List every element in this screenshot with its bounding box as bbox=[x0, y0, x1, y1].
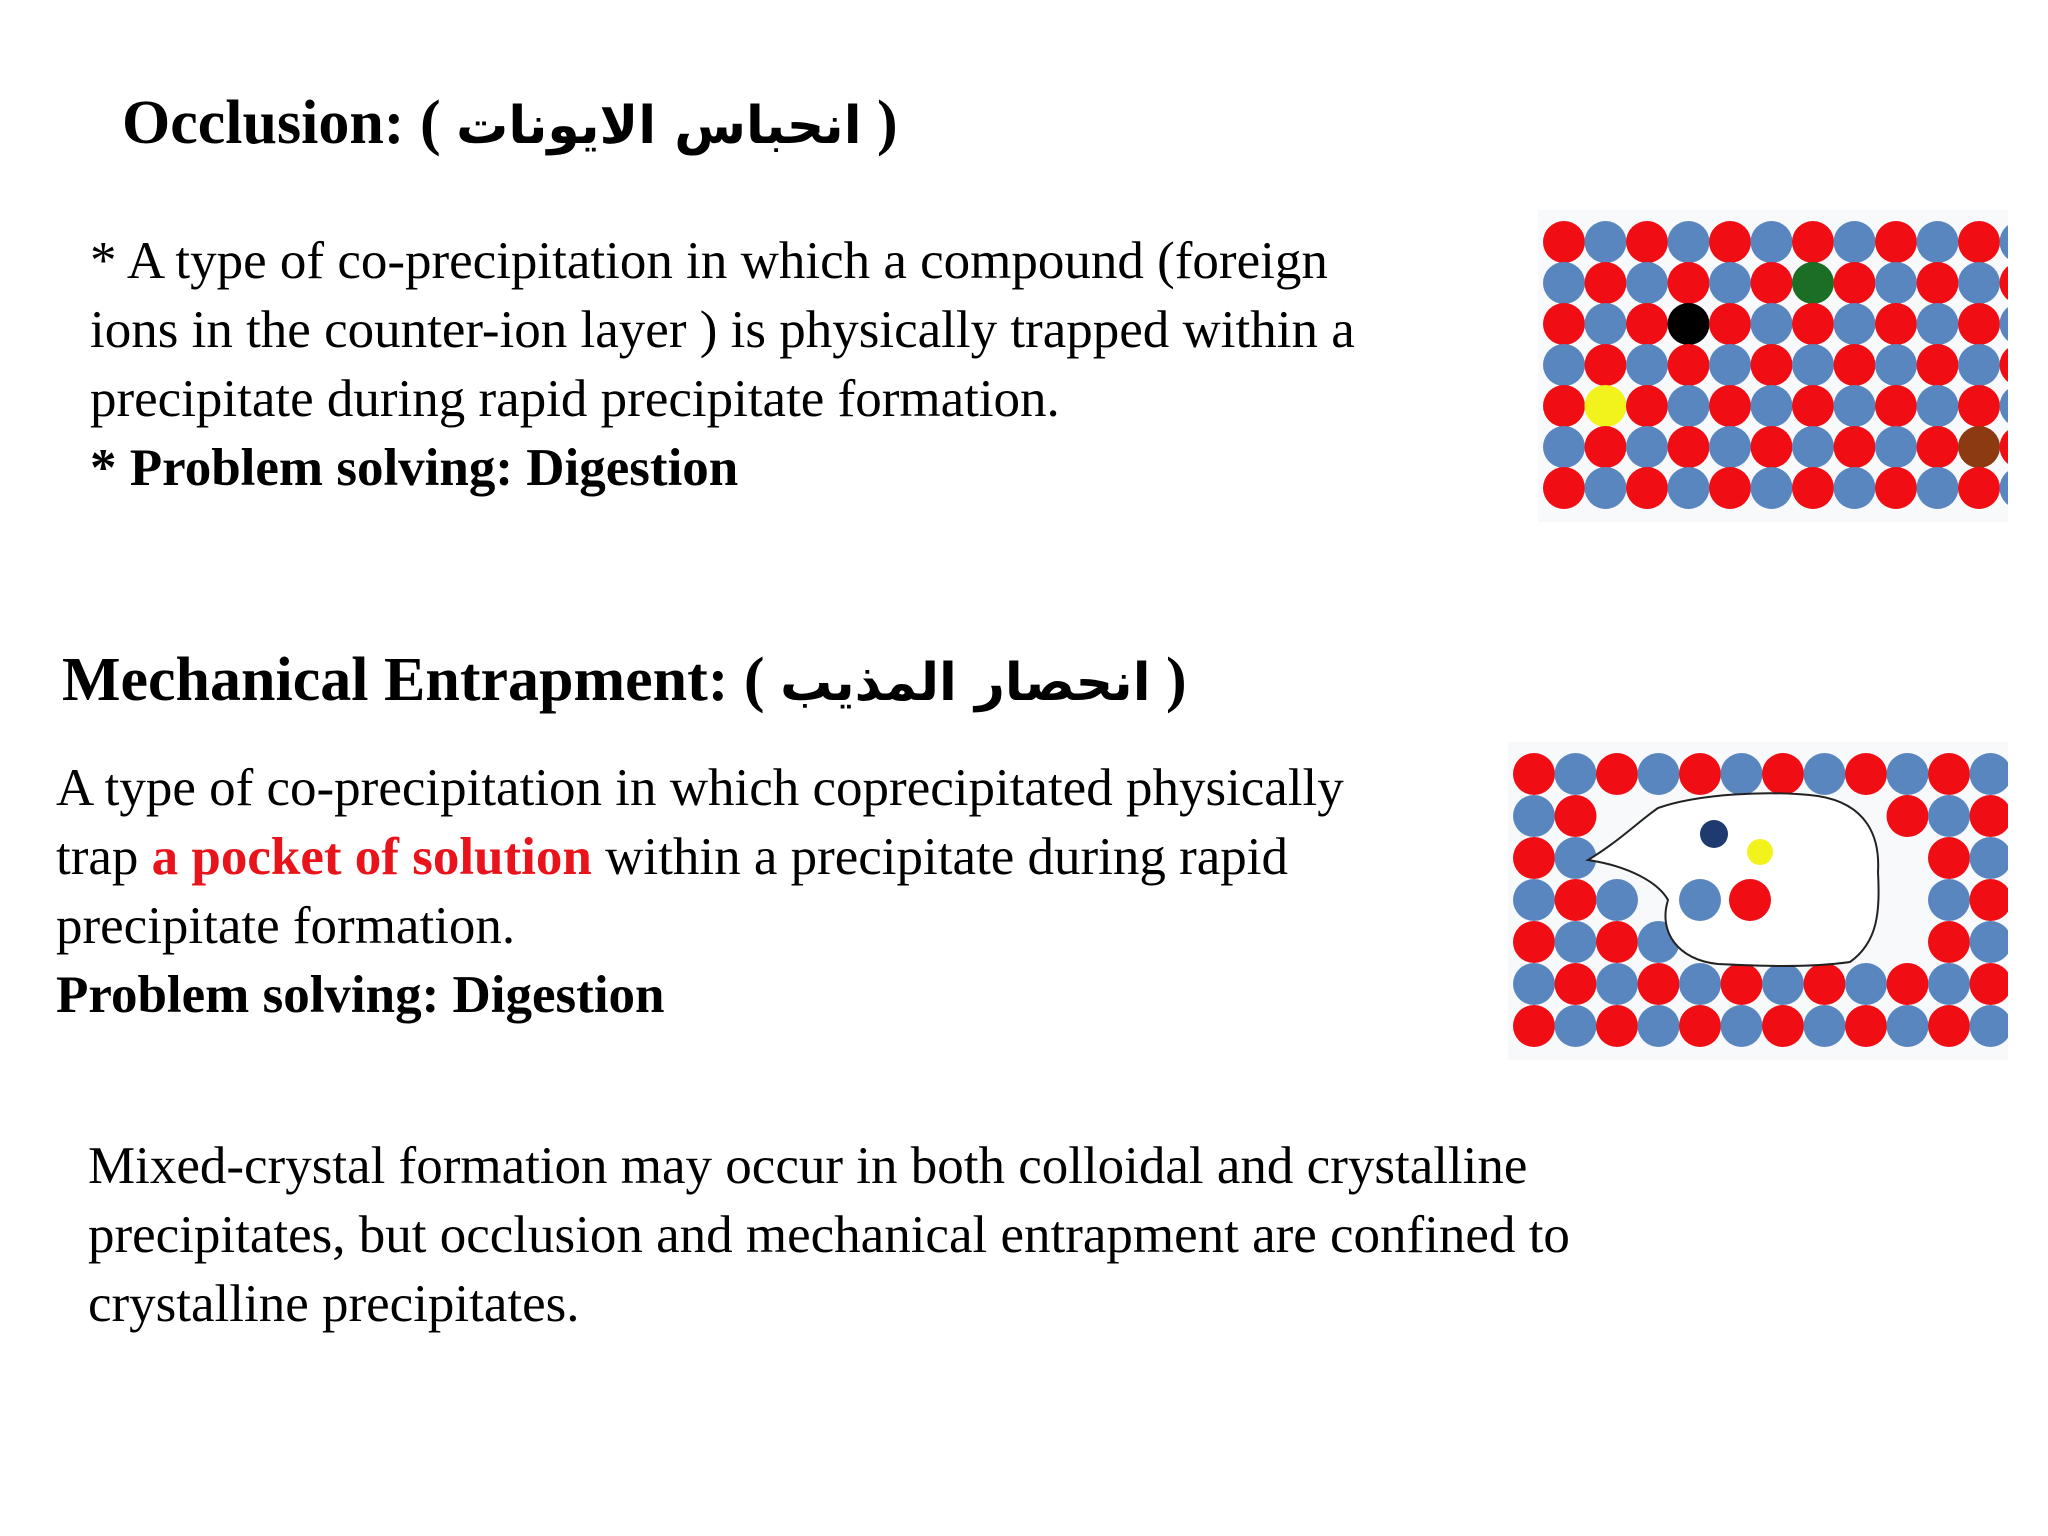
pocket-of-solution-highlight: a pocket of solution bbox=[151, 828, 592, 886]
red-ion bbox=[1875, 467, 1917, 509]
red-ion bbox=[1721, 963, 1763, 1005]
blue-ion bbox=[1679, 963, 1721, 1005]
occlusion-title-close: ) bbox=[877, 89, 898, 157]
blue-trapped-ion bbox=[1679, 879, 1721, 921]
red-ion bbox=[1626, 303, 1668, 345]
red-ion bbox=[1585, 262, 1627, 304]
red-ion bbox=[1792, 303, 1834, 345]
yellow-trapped-ion bbox=[1747, 839, 1773, 865]
blue-ion bbox=[1875, 262, 1917, 304]
red-ion bbox=[1958, 467, 2000, 509]
red-ion bbox=[1585, 344, 1627, 386]
blue-ion bbox=[1709, 426, 1751, 468]
red-ion bbox=[1875, 303, 1917, 345]
entrapment-title: Mechanical Entrapment: ( bbox=[62, 646, 765, 714]
red-ion bbox=[1928, 1005, 1970, 1047]
blue-ion bbox=[1762, 963, 1804, 1005]
blue-ion bbox=[1638, 753, 1680, 795]
blue-ion bbox=[1555, 753, 1597, 795]
red-ion bbox=[1626, 467, 1668, 509]
occlusion-desc-line: precipitate during rapid precipitate formation. bbox=[90, 370, 1060, 428]
red-ion bbox=[1845, 1005, 1887, 1047]
blue-ion bbox=[1875, 426, 1917, 468]
red-ion bbox=[1928, 837, 1970, 879]
blue-ion bbox=[1834, 467, 1876, 509]
occlusion-desc-line: * A type of co-precipitation in which a compound (foreign bbox=[90, 232, 1328, 290]
red-ion bbox=[1834, 262, 1876, 304]
blue-ion bbox=[1792, 426, 1834, 468]
blue-ion bbox=[1928, 963, 1970, 1005]
red-ion bbox=[1543, 385, 1585, 427]
blue-ion bbox=[1543, 426, 1585, 468]
blue-ion bbox=[1834, 385, 1876, 427]
red-ion bbox=[1679, 1005, 1721, 1047]
entrapment-description bbox=[56, 754, 1506, 1030]
red-ion bbox=[1638, 963, 1680, 1005]
blue-ion bbox=[1751, 467, 1793, 509]
red-ion bbox=[1762, 1005, 1804, 1047]
blue-ion bbox=[1917, 221, 1959, 263]
blue-ion bbox=[1555, 1005, 1597, 1047]
blue-ion bbox=[1721, 1005, 1763, 1047]
blue-ion bbox=[1709, 344, 1751, 386]
red-ion bbox=[1555, 963, 1597, 1005]
red-ion bbox=[1875, 385, 1917, 427]
brown-foreign-ion bbox=[1958, 426, 2000, 468]
blue-ion bbox=[1928, 879, 1970, 921]
red-ion bbox=[1762, 753, 1804, 795]
entrapment-desc-line: precipitate formation. bbox=[56, 897, 516, 955]
blue-ion bbox=[1585, 467, 1627, 509]
occlusion-title: Occlusion: ( bbox=[122, 89, 441, 157]
summary-paragraph bbox=[88, 1132, 1888, 1339]
blue-ion bbox=[1668, 221, 1710, 263]
blue-ion bbox=[1596, 963, 1638, 1005]
red-ion bbox=[1792, 467, 1834, 509]
entrapment-title-close: ) bbox=[1166, 646, 1187, 714]
red-ion bbox=[1596, 1005, 1638, 1047]
blue-ion bbox=[1555, 921, 1597, 963]
red-ion bbox=[1917, 262, 1959, 304]
red-ion bbox=[1751, 344, 1793, 386]
occlusion-desc-line: ions in the counter-ion layer ) is physically trapped within a bbox=[90, 301, 1355, 359]
blue-ion bbox=[1668, 467, 1710, 509]
blue-ion bbox=[1917, 385, 1959, 427]
blue-ion bbox=[1875, 344, 1917, 386]
green-foreign-ion bbox=[1792, 262, 1834, 304]
red-ion bbox=[1958, 221, 2000, 263]
blue-ion bbox=[1626, 426, 1668, 468]
blue-ion bbox=[1585, 221, 1627, 263]
red-ion bbox=[1668, 426, 1710, 468]
blue-ion bbox=[1513, 879, 1555, 921]
red-ion bbox=[1887, 795, 1929, 837]
blue-ion bbox=[1917, 303, 1959, 345]
blue-ion bbox=[1513, 963, 1555, 1005]
blue-ion bbox=[1792, 344, 1834, 386]
yellow-foreign-ion bbox=[1585, 385, 1627, 427]
red-ion bbox=[1596, 753, 1638, 795]
red-ion bbox=[1709, 303, 1751, 345]
red-ion bbox=[1917, 344, 1959, 386]
blue-ion bbox=[1834, 221, 1876, 263]
entrapment-problem-solving: Problem solving: Digestion bbox=[56, 966, 665, 1024]
summary-line: crystalline precipitates. bbox=[88, 1275, 580, 1333]
red-ion bbox=[1834, 344, 1876, 386]
red-ion bbox=[1751, 426, 1793, 468]
blue-ion bbox=[1668, 385, 1710, 427]
blue-ion bbox=[1917, 467, 1959, 509]
blue-ion bbox=[1626, 344, 1668, 386]
red-ion bbox=[1709, 385, 1751, 427]
entrapment-line2-end: within a precipitate during rapid bbox=[591, 828, 1289, 886]
entrapment-desc-line bbox=[56, 823, 1506, 892]
blue-ion bbox=[1513, 795, 1555, 837]
red-ion bbox=[1596, 921, 1638, 963]
blue-ion bbox=[1887, 1005, 1929, 1047]
red-ion bbox=[1679, 753, 1721, 795]
occlusion-heading bbox=[122, 88, 898, 159]
entrapment-lattice-diagram bbox=[1508, 742, 2008, 1060]
red-ion bbox=[1709, 467, 1751, 509]
red-ion bbox=[1513, 837, 1555, 879]
occlusion-title-arabic: انحباس الايونات bbox=[456, 96, 862, 156]
summary-line: precipitates, but occlusion and mechanical entrapment are confined to bbox=[88, 1206, 1570, 1264]
red-ion bbox=[1513, 753, 1555, 795]
blue-ion bbox=[1887, 753, 1929, 795]
red-ion bbox=[1845, 753, 1887, 795]
occlusion-lattice-diagram bbox=[1538, 210, 2008, 522]
blue-ion bbox=[1958, 262, 2000, 304]
blue-ion bbox=[1834, 303, 1876, 345]
red-ion bbox=[1543, 303, 1585, 345]
red-ion bbox=[1928, 921, 1970, 963]
occlusion-problem-solving: * Problem solving: Digestion bbox=[90, 439, 739, 497]
blue-ion bbox=[1958, 344, 2000, 386]
blue-ion bbox=[1626, 262, 1668, 304]
red-ion bbox=[1513, 921, 1555, 963]
red-trapped-ion bbox=[1729, 879, 1771, 921]
red-ion bbox=[1792, 385, 1834, 427]
blue-ion bbox=[1709, 262, 1751, 304]
entrapment-line2-start: trap bbox=[56, 828, 152, 886]
occlusion-description bbox=[90, 227, 1520, 503]
blue-ion bbox=[1596, 879, 1638, 921]
blue-ion bbox=[1721, 753, 1763, 795]
red-ion bbox=[1585, 426, 1627, 468]
red-ion bbox=[1804, 963, 1846, 1005]
red-ion bbox=[1834, 426, 1876, 468]
blue-ion bbox=[1543, 344, 1585, 386]
red-ion bbox=[1751, 262, 1793, 304]
blue-ion bbox=[1543, 262, 1585, 304]
red-ion bbox=[1668, 262, 1710, 304]
red-ion bbox=[1792, 221, 1834, 263]
red-ion bbox=[1958, 385, 2000, 427]
entrapment-title-arabic: انحصار المذيب bbox=[780, 653, 1151, 713]
red-ion bbox=[1543, 221, 1585, 263]
red-ion bbox=[1626, 385, 1668, 427]
red-ion bbox=[1626, 221, 1668, 263]
blue-ion bbox=[1804, 1005, 1846, 1047]
entrapment-heading bbox=[62, 645, 1187, 716]
red-ion bbox=[1555, 879, 1597, 921]
blue-ion bbox=[1751, 303, 1793, 345]
red-ion bbox=[1875, 221, 1917, 263]
blue-ion bbox=[1585, 303, 1627, 345]
red-ion bbox=[1887, 963, 1929, 1005]
red-ion bbox=[1958, 303, 2000, 345]
entrapment-desc-line: A type of co-precipitation in which coprecipitated physically bbox=[56, 759, 1344, 817]
blue-ion bbox=[1751, 221, 1793, 263]
red-ion bbox=[1543, 467, 1585, 509]
red-ion bbox=[1709, 221, 1751, 263]
black-foreign-ion bbox=[1668, 303, 1710, 345]
red-ion bbox=[1513, 1005, 1555, 1047]
blue-ion bbox=[1751, 385, 1793, 427]
navy-trapped-ion bbox=[1700, 820, 1728, 848]
blue-ion bbox=[1928, 795, 1970, 837]
summary-line: Mixed-crystal formation may occur in both colloidal and crystalline bbox=[88, 1137, 1528, 1195]
red-ion bbox=[1917, 426, 1959, 468]
blue-ion bbox=[1845, 963, 1887, 1005]
blue-ion bbox=[1638, 1005, 1680, 1047]
red-ion bbox=[1555, 795, 1597, 837]
blue-ion bbox=[1804, 753, 1846, 795]
red-ion bbox=[1928, 753, 1970, 795]
red-ion bbox=[1668, 344, 1710, 386]
